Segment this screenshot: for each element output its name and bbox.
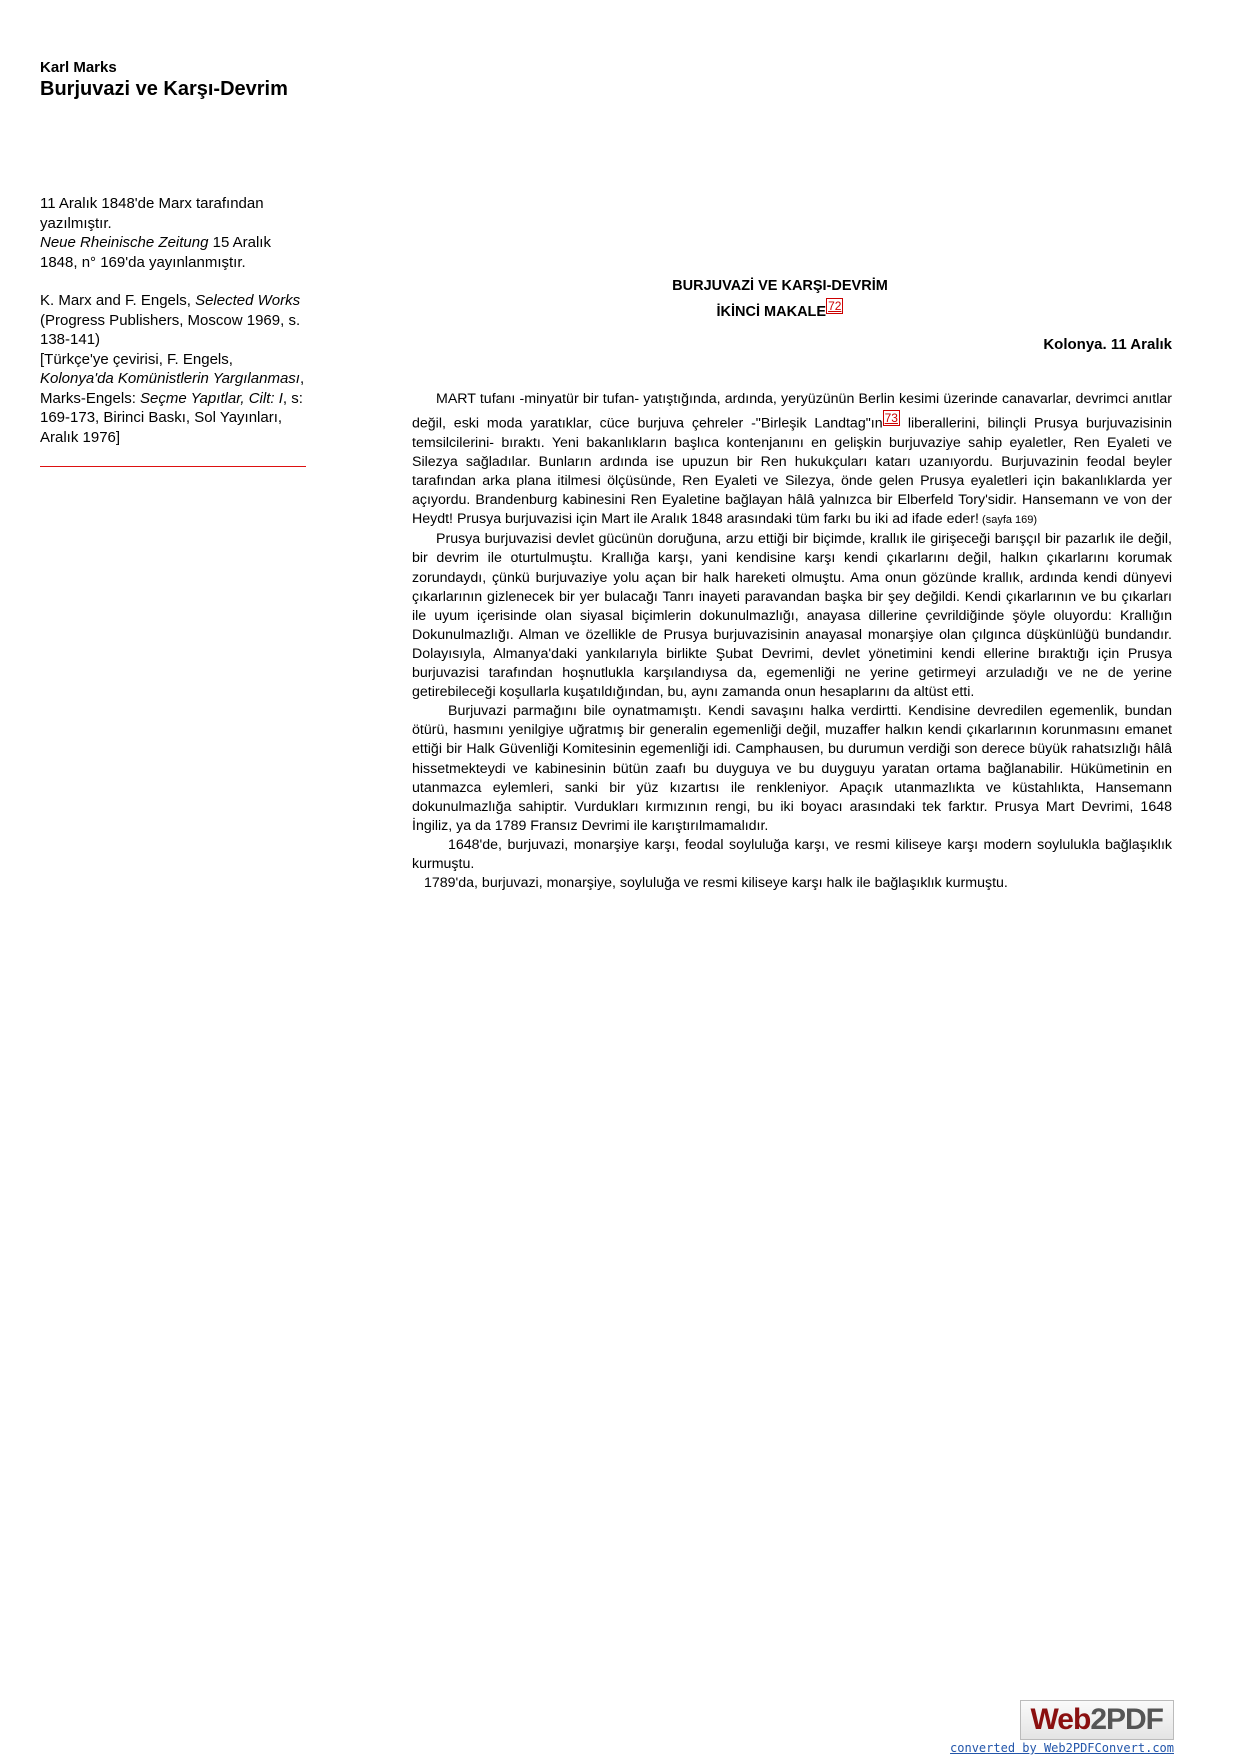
meta-turkish-source-d: Seçme Yapıtlar, Cilt: I [140, 389, 283, 407]
meta-divider [40, 466, 306, 467]
dateline: Kolonya. 11 Aralık [1043, 336, 1172, 353]
meta-english-source-c: (Progress Publishers, Moscow 1969, s. 138-141) [40, 311, 301, 348]
article-heading [630, 276, 930, 322]
paragraph-4: 1648'de, burjuvazi, monarşiye karşı, feodal soyluluğa karşı, ve resmi kiliseye karşı modern soylulukla bağlaşıklık kurmuştu. [412, 836, 1172, 872]
meta-published [40, 233, 308, 272]
paragraph-1-a: MART tufanı -minyatür bir tufan- yatıştığında, ardında, yeryüzünün Berlin kesimi üzerinde canavarlar, devrimci anıtlar değil, eski moda yaratıklar, cüce burjuva çehreler -"Birleşik Landtag"ın [412, 391, 1172, 432]
meta-english-source-b: Selected Works [195, 292, 301, 309]
author-name: Karl Marks [40, 59, 117, 76]
meta-turkish-source-b: Kolonya'da Komünistlerin Yargılanması [40, 370, 300, 387]
meta-turkish-source-a: [Türkçe'ye çevirisi, F. Engels, [40, 350, 233, 368]
paragraph-5: 1789'da, burjuvazi, monarşiye, soyluluğa ve resmi kiliseye karşı halk ile bağlaşıklık kurmuştu. [424, 875, 1008, 892]
meta-turkish-source [40, 350, 308, 448]
article-subtitle-text: İKİNCİ MAKALE [716, 303, 827, 320]
web2pdf-watermark [950, 1700, 1174, 1755]
paragraph-3: Burjuvazi parmağını bile oynatmamıştı. Kendi savaşını halka verdirtti. Kendisine devredilen egemenlik, bundan ötürü, hasmını yenilgiye uğratmış bir generalin egemenliği değil, muzaffer halkın kendi çıkarlarının korunmasını emanet ettiği bir Halk Güvenliği Komitesinin egemenliği idi. Camphausen, bu durumun verdiği son derece büyük rahatsızlığı hâlâ hissetmekteydi ve kabinesinin bütün zaafı bu duyguya ve bu duyguyu yaratan ortama bağlanabilir. Hükümetinin en utanmazca eylemleri, sanki bir yüz kızartısı ile renkleniyor. Apaçık utanmazlıkta ve küstahlıkta, Hansemann dokunulmazlığa sahiptir. Vurdukları kırmızının rengi, bu iki boyacı arasındaki tek farktır. Prusya Mart Devrimi, 1648 İngiliz, ya da 1789 Fransız Devrimi ile karıştırılmamalıdır. [412, 703, 1172, 834]
meta-newspaper: Neue Rheinische Zeitung [40, 234, 209, 251]
meta-english-source [40, 291, 308, 350]
paragraph-1 [412, 390, 1172, 530]
meta-published-rest: 15 Aralık 1848, n° 169'da yayınlanmıştır. [40, 234, 271, 271]
meta-turkish-source-c: , Marks-Engels: [40, 370, 305, 407]
meta-written: 11 Aralık 1848'de Marx tarafından yazılmıştır. [40, 195, 264, 232]
article-title: BURJUVAZİ VE KARŞI-DEVRİM [672, 278, 888, 294]
footnote-link-72[interactable]: 72 [828, 299, 842, 313]
article-body [412, 390, 1172, 893]
page-marker-169: (sayfa 169) [978, 514, 1038, 527]
document-title: Burjuvazi ve Karşı-Devrim [40, 78, 288, 100]
footnote-link-73[interactable]: 73 [884, 411, 898, 426]
paragraph-1-b: liberallerini, bilinçli Prusya burjuvazisinin temsilcilerini- bıraktı. Yeni bakanlıkların başlıca kontenjanını en gelişkin burjuvaziye sahip eyaletler, Ren Eyaleti ve Silezya sağladılar. Bunların ardında ise upuzun bir Ren hukukçuları katarı uzanıyordu. Burjuvazinin feodal beyler tarafından arka plana itilmesi ölçüsünde, Ren Eyaleti ve Silezya, önde gelen Prusya eyaletleri için bakanlıklarda yer açıyordu. Brandenburg kabinesini Ren Eyaletine bağlayan hâlâ yalnızca bir Elberfeld Tory'sidir. Hansemann ve von der Heydt! Prusya burjuvazisi için Mart ile Aralık 1848 arasındaki tüm farkı bu iki ad ifade eder! [412, 415, 1172, 528]
web2pdf-logo: Web2PDF [1020, 1700, 1174, 1740]
meta-turkish-source-e: , s: 169-173, Birinci Baskı, Sol Yayınları, Aralık 1976] [40, 389, 303, 446]
source-info [40, 194, 308, 467]
paragraph-2: Prusya burjuvazisi devlet gücünün doruğuna, arzu ettiği bir biçimde, krallık ile girişeceği barışçıl bir pazarlık ile değil, bir devrim ile oturtulmuştu. Krallığa karşı, yani kendisine karşı kendi çıkarlarını değil, halkın çıkarlarını korumak zorundaydı, çünkü burjuvaziye yolu açan bir halk hareketi olmuştu. Ama onun gözünde krallık, ardında kendi dünyevi çıkarlarının gizlenecek bir yer bulacağı Tanrı inayeti paravandan başka bir şey değildi. Kendi çıkarlarının ve bu çıkarları ile uyum içerisinde olan siyasal biçimlerin dokunulmazlığı, anayasa dillerine çevrildiğinde şöyle oluyordu: Krallığın Dokunulmazlığı. Alman ve özellikle de Prusya burjuvazisinin anayasal monarşiye olan çılgınca düşkünlüğü bundandır. Dolayısıyla, Almanya'daki yankılarıyla birlikte Şubat Devrimi, devlet yönetimini kendi ellerine bıraktığı için Prusya burjuvazisi tarafından hoşnutlukla karşılandıysa da, egemenliği ne yerine getirmeyi arzuladığı ve ne de yerine getirebileceği koşullarla kuşatıldığından, bu, aynı zamanda onun hesaplarını da altüst etti. [412, 531, 1172, 701]
article-subtitle [630, 296, 930, 322]
web2pdf-link[interactable]: converted by Web2PDFConvert.com [950, 1741, 1174, 1755]
meta-english-source-a: K. Marx and F. Engels, [40, 292, 196, 309]
